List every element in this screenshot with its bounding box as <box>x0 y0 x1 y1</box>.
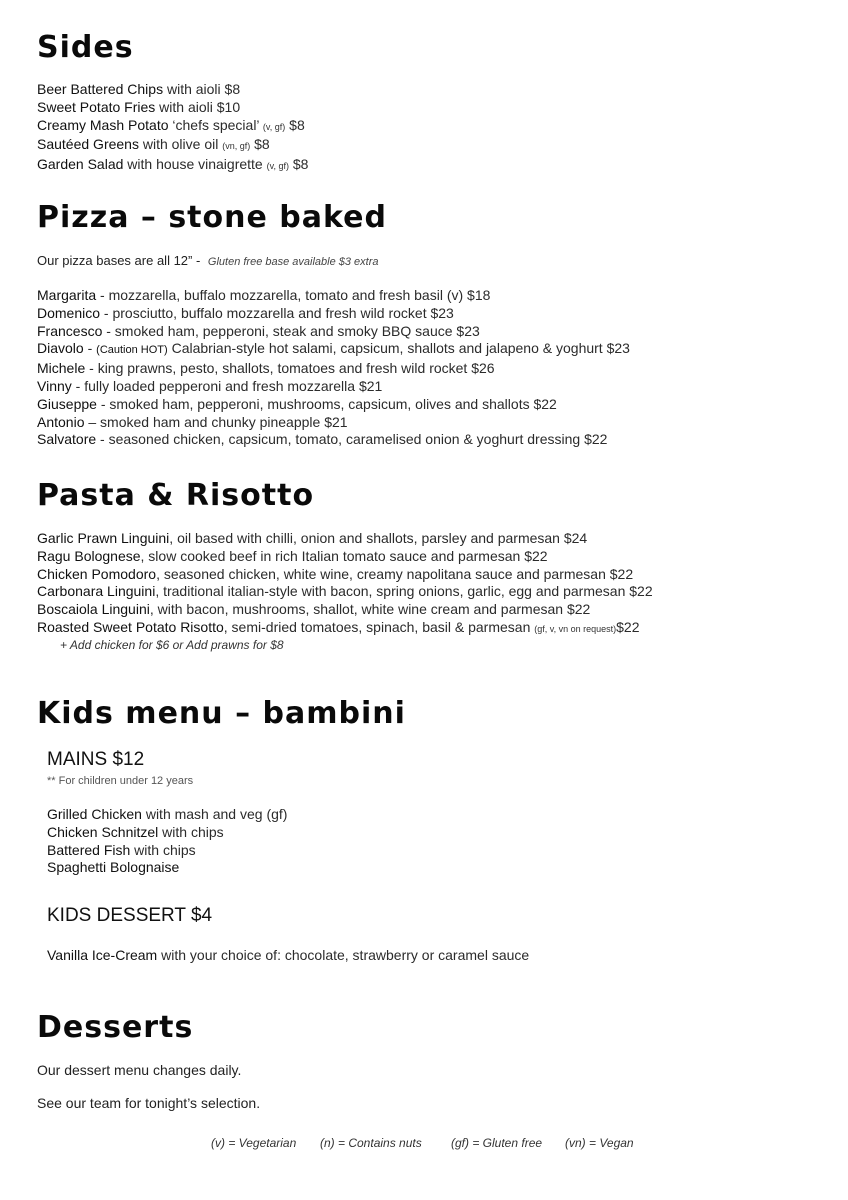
desserts-heading: Desserts <box>37 1010 194 1045</box>
kids-mains-title: MAINS $12 <box>47 749 145 770</box>
list-item: Vinny - fully loaded pepperoni and fresh mozzarella $21 <box>37 377 383 394</box>
gluten-free-note: Gluten free base available $3 extra <box>207 256 379 268</box>
list-item: Salvatore - seasoned chicken, capsicum, tomato, caramelised onion & yoghurt dressing $22 <box>37 431 608 448</box>
list-item: Roasted Sweet Potato Risotto, semi-dried tomatoes, spinach, basil & parmesan (gf, v, vn on request)$22 <box>37 618 640 635</box>
list-item: Grilled Chicken with mash and veg (gf) <box>47 806 288 822</box>
list-item: Chicken Schnitzel with chips <box>47 823 224 840</box>
list-item: Ragu Bolognese, slow cooked beef in rich Italian tomato sauce and parmesan $22 <box>37 547 548 564</box>
list-item: Boscaiola Linguini, with bacon, mushrooms, shallot, white wine cream and parmesan $22 <box>37 601 591 618</box>
list-item: Francesco - smoked ham, pepperoni, steak and smoky BBQ sauce $23 <box>37 322 480 339</box>
kids-age-note: ** For children under 12 years <box>47 775 194 787</box>
legend-contains-nuts: (n) = Contains nuts <box>320 1136 422 1150</box>
sides-list <box>37 81 308 176</box>
list-item: Vanilla Ice-Cream with your choice of: chocolate, strawberry or caramel sauce <box>47 947 530 963</box>
desserts-line-2: See our team for tonight’s selection. <box>37 1095 261 1111</box>
list-item: Battered Fish with chips <box>47 841 196 858</box>
pasta-heading: Pasta & Risotto <box>37 478 315 513</box>
pasta-list <box>37 530 653 639</box>
pizza-intro: Our pizza bases are all 12” - Gluten free base available $3 extra <box>37 253 379 268</box>
kids-mains-list <box>47 806 287 877</box>
list-item: Giuseppe - smoked ham, pepperoni, mushrooms, capsicum, olives and shallots $22 <box>37 395 557 412</box>
pasta-add-on-note: + Add chicken for $6 or Add prawns for $8 <box>60 638 284 652</box>
kids-dessert-item <box>47 947 529 965</box>
pizza-heading: Pizza – stone baked <box>37 200 387 235</box>
list-item: Chicken Pomodoro, seasoned chicken, white wine, creamy napolitana sauce and parmesan $22 <box>37 565 634 582</box>
list-item: Beer Battered Chips with aioli $8 <box>37 81 241 97</box>
list-item: Sweet Potato Fries with aioli $10 <box>37 98 241 115</box>
legend-gluten-free: (gf) = Gluten free <box>451 1136 543 1150</box>
list-item: Garden Salad with house vinaigrette (v, gf) $8 <box>37 156 309 173</box>
list-item: Garlic Prawn Linguini, oil based with chilli, onion and shallots, parsley and parmesan $24 <box>37 530 588 546</box>
list-item: Diavolo - (Caution HOT) Calabrian-style hot salami, capsicum, shallots and jalapeno & yoghurt $23 <box>37 340 630 357</box>
list-item: Margarita - mozzarella, buffalo mozzarella, tomato and fresh basil (v) $18 <box>37 287 491 303</box>
kids-dessert-title: KIDS DESSERT $4 <box>47 905 213 926</box>
legend-vegan: (vn) = Vegan <box>565 1136 634 1150</box>
list-item: Sautéed Greens with olive oil (vn, gf) $8 <box>37 136 270 153</box>
list-item: Creamy Mash Potato ‘chefs special’ (v, gf) $8 <box>37 116 305 133</box>
legend-vegetarian: (v) = Vegetarian <box>211 1136 297 1150</box>
sides-heading: Sides <box>37 30 134 65</box>
list-item: Carbonara Linguini, traditional italian-style with bacon, spring onions, garlic, egg and parmesan $22 <box>37 583 653 600</box>
pizza-list <box>37 287 630 449</box>
list-item: Antonio – smoked ham and chunky pineapple $21 <box>37 413 348 430</box>
list-item: Domenico - prosciutto, buffalo mozzarella and fresh wild rocket $23 <box>37 304 454 321</box>
list-item: Michele - king prawns, pesto, shallots, tomatoes and fresh wild rocket $26 <box>37 360 495 377</box>
kids-heading: Kids menu – bambini <box>37 696 406 731</box>
list-item: Spaghetti Bolognaise <box>47 859 180 876</box>
desserts-line-1: Our dessert menu changes daily. <box>37 1062 242 1078</box>
